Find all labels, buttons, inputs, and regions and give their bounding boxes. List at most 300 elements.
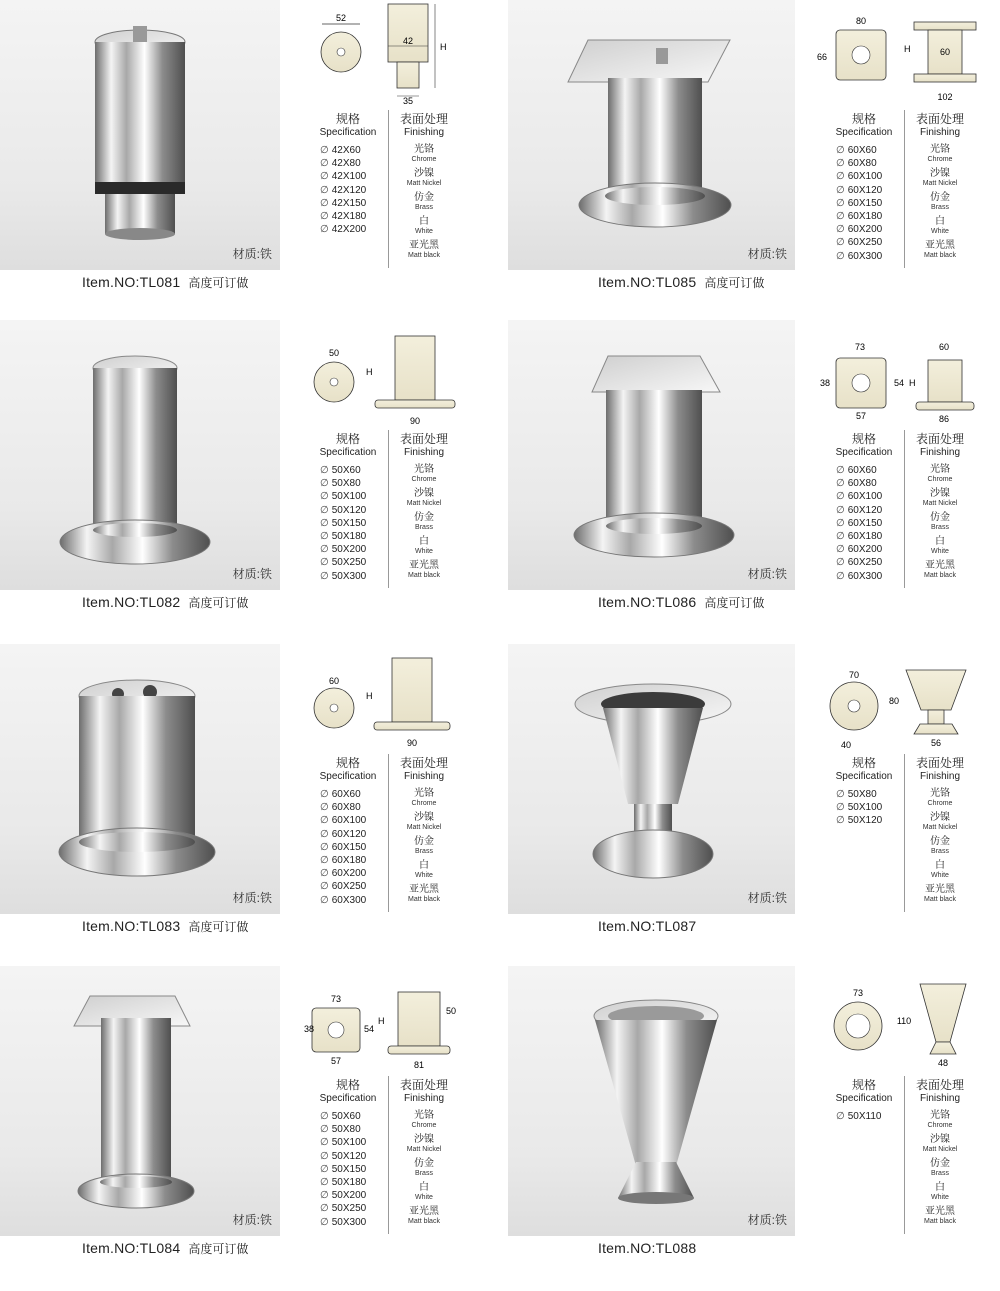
diameter-icon: ∅: [320, 478, 329, 490]
dim-h: H: [440, 42, 447, 52]
diameter-icon: ∅: [320, 1163, 329, 1175]
product-card-tl081: [0, 0, 500, 325]
product-photo: [0, 0, 280, 270]
specification-column: [824, 1076, 904, 1123]
spec-header-cn: 规格: [851, 756, 876, 770]
height-note: 高度可订做: [188, 1242, 249, 1256]
spec-header-en: Specification: [319, 1093, 377, 1104]
spec-item: [836, 517, 904, 530]
diameter-icon: ∅: [836, 210, 845, 222]
dim-c: 35: [402, 96, 414, 105]
diameter-icon: ∅: [836, 530, 845, 542]
diameter-icon: ∅: [836, 570, 845, 582]
spec-item: [836, 157, 904, 170]
spec-item: [836, 210, 904, 223]
spec-value: 60X200: [847, 224, 883, 236]
finish-name-cn: 光铬: [414, 464, 434, 475]
spec-value: 60X100: [847, 171, 883, 183]
spec-item: [836, 236, 904, 249]
diameter-icon: ∅: [836, 802, 845, 814]
height-note: 高度可订做: [704, 596, 765, 610]
product-card-tl086: [508, 320, 1000, 645]
spec-value: 50X120: [331, 504, 367, 516]
item-number: Item.NO:TL086: [598, 594, 697, 610]
finish-item: [905, 216, 975, 240]
item-caption: [598, 594, 764, 611]
finishing-column: [904, 110, 975, 268]
spec-list: [824, 1110, 904, 1123]
finish-name-en: Brass: [931, 204, 949, 211]
dim-h: H: [366, 691, 373, 701]
diameter-icon: ∅: [320, 171, 329, 183]
dim-h: H: [904, 44, 911, 54]
spec-header-cn: 规格: [335, 756, 360, 770]
spec-value: 60X60: [331, 789, 361, 800]
item-caption: [598, 274, 764, 291]
finish-name-cn: 亚光黑: [409, 240, 439, 251]
spec-item: [320, 504, 388, 517]
item-number: Item.NO:TL081: [82, 274, 181, 290]
material-label: 材质:铁: [747, 567, 787, 581]
finish-list: [905, 464, 975, 584]
spec-item: [320, 210, 388, 223]
diameter-icon: ∅: [320, 841, 329, 853]
finish-name-cn: 白: [419, 860, 429, 871]
diameter-icon: ∅: [320, 881, 329, 893]
spec-value: 50X80: [847, 789, 877, 800]
spec-value: 42X60: [331, 145, 361, 156]
spec-value: 50X200: [331, 1190, 367, 1202]
diameter-icon: ∅: [836, 491, 845, 503]
spec-item: [836, 477, 904, 490]
diameter-icon: ∅: [320, 1176, 329, 1188]
spec-item: [320, 801, 388, 814]
finish-item: [389, 168, 459, 192]
dim-h: H: [909, 378, 916, 388]
dim-d: 81: [413, 1060, 425, 1070]
finish-name-en: Matt black: [408, 1218, 440, 1225]
dim-a: 73: [852, 988, 864, 998]
spec-value: 42X150: [331, 197, 367, 209]
spec-item: [320, 1110, 388, 1123]
finish-item: [389, 144, 459, 168]
diameter-icon: ∅: [320, 491, 329, 503]
item-caption: [598, 918, 696, 934]
finish-item: [905, 536, 975, 560]
dim-d: 56: [930, 738, 942, 748]
spec-header-cn: 规格: [851, 1078, 876, 1092]
spec-value: 50X60: [331, 465, 361, 476]
dim-c: 110: [896, 1016, 912, 1026]
specification-column: [824, 754, 904, 828]
finishing-column: [388, 110, 459, 268]
diameter-icon: ∅: [320, 828, 329, 840]
spec-value: 60X100: [331, 815, 367, 827]
material-label: 材质:铁: [747, 891, 787, 905]
finish-name-en: Matt black: [924, 572, 956, 579]
dim-d: 102: [937, 92, 953, 102]
finish-item: [905, 512, 975, 536]
dimension-drawing: [816, 644, 986, 749]
spec-item: [836, 556, 904, 569]
spec-value: 42X200: [331, 224, 367, 236]
spec-list: [824, 464, 904, 583]
spec-value: 50X250: [331, 557, 367, 569]
diameter-icon: ∅: [320, 1203, 329, 1215]
finish-name-cn: 仿金: [930, 1158, 950, 1169]
dim-b: 38: [304, 1024, 315, 1034]
spec-list: [308, 464, 388, 583]
spec-value: 60X80: [847, 478, 877, 490]
finish-header-cn: 表面处理: [399, 432, 448, 446]
finish-item: [389, 192, 459, 216]
finish-name-en: Matt black: [924, 1218, 956, 1225]
finish-item: [905, 144, 975, 168]
product-card-tl083: [0, 644, 500, 969]
finish-name-cn: 沙镍: [414, 812, 434, 823]
spec-panel: [308, 430, 458, 590]
spec-value: 50X180: [331, 530, 367, 542]
spec-item: [836, 170, 904, 183]
diameter-icon: ∅: [836, 815, 845, 827]
diameter-icon: ∅: [836, 158, 845, 170]
finish-item: [905, 168, 975, 192]
finishing-column: [904, 430, 975, 588]
dimension-drawing: [300, 320, 470, 425]
finish-name-en: Chrome: [927, 476, 953, 483]
spec-item: [320, 1189, 388, 1202]
dim-b: 40: [840, 740, 852, 749]
spec-value: 50X80: [331, 1124, 361, 1136]
dimension-drawing: [816, 320, 986, 425]
finish-item: [905, 812, 975, 836]
finish-name-cn: 沙镍: [930, 812, 950, 823]
finish-name-en: Brass: [931, 524, 949, 531]
finish-name-en: White: [931, 1194, 949, 1201]
item-caption: [82, 1240, 248, 1257]
spec-item: [836, 504, 904, 517]
finish-header-en: Finishing: [919, 771, 961, 782]
dimension-drawing: [300, 0, 470, 105]
finish-name-cn: 白: [935, 536, 945, 547]
finish-name-cn: 仿金: [414, 192, 434, 203]
finish-list: [905, 144, 975, 264]
finish-item: [905, 464, 975, 488]
dimension-drawing: [300, 966, 470, 1071]
diameter-icon: ∅: [320, 894, 329, 906]
spec-list: [824, 788, 904, 828]
diameter-icon: ∅: [836, 250, 845, 262]
finish-name-en: White: [931, 872, 949, 879]
finish-name-cn: 沙镍: [930, 488, 950, 499]
spec-value: 50X200: [331, 544, 367, 556]
spec-panel: [824, 754, 974, 914]
diameter-icon: ∅: [320, 1150, 329, 1162]
item-number: Item.NO:TL084: [82, 1240, 181, 1256]
spec-item: [836, 144, 904, 157]
finish-header-en: Finishing: [403, 447, 445, 458]
finish-name-cn: 光铬: [930, 464, 950, 475]
spec-header-en: Specification: [319, 771, 377, 782]
finish-name-cn: 仿金: [930, 192, 950, 203]
spec-item: [836, 543, 904, 556]
finish-item: [905, 240, 975, 264]
diameter-icon: ∅: [320, 854, 329, 866]
spec-header-cn: 规格: [335, 432, 360, 446]
spec-header-en: Specification: [319, 127, 377, 138]
finish-name-cn: 光铬: [414, 1110, 434, 1121]
spec-item: [320, 170, 388, 183]
item-caption: [82, 918, 248, 935]
finish-item: [389, 560, 459, 584]
spec-value: 50X100: [847, 802, 883, 814]
leg-tl086-image: [508, 320, 795, 590]
spec-item: [320, 223, 388, 236]
spec-item: [320, 880, 388, 893]
product-card-tl084: [0, 966, 500, 1291]
spec-value: 42X120: [331, 184, 367, 196]
spec-value: 60X300: [331, 894, 367, 906]
spec-item: [320, 464, 388, 477]
spec-value: 60X80: [847, 158, 877, 170]
spec-value: 60X120: [847, 504, 883, 516]
finish-item: [905, 1110, 975, 1134]
dim-a: 73: [330, 994, 342, 1004]
finish-name-en: Brass: [931, 848, 949, 855]
finish-header-cn: 表面处理: [399, 112, 448, 126]
spec-value: 60X200: [847, 544, 883, 556]
finish-name-cn: 亚光黑: [409, 1206, 439, 1217]
diameter-icon: ∅: [320, 570, 329, 582]
product-photo: [508, 966, 795, 1236]
diameter-icon: ∅: [320, 1111, 329, 1122]
finish-name-en: Matt Nickel: [406, 500, 442, 507]
spec-panel: [308, 754, 458, 914]
spec-item: [320, 894, 388, 907]
item-number: Item.NO:TL083: [82, 918, 181, 934]
finish-name-en: Matt Nickel: [922, 1146, 958, 1153]
finish-name-en: Brass: [931, 1170, 949, 1177]
spec-item: [320, 570, 388, 583]
spec-value: 50X180: [331, 1176, 367, 1188]
dim-c: 90: [409, 416, 421, 425]
finish-name-en: Matt Nickel: [406, 824, 442, 831]
spec-item: [320, 828, 388, 841]
product-card-tl087: [508, 644, 1000, 969]
finish-item: [389, 512, 459, 536]
finish-header-en: Finishing: [919, 127, 961, 138]
dim-a: 80: [855, 16, 867, 26]
height-note: 高度可订做: [188, 276, 249, 290]
dim-e: 54: [364, 1024, 375, 1034]
finish-item: [389, 812, 459, 836]
finish-item: [905, 884, 975, 908]
spec-item: [320, 184, 388, 197]
diameter-icon: ∅: [836, 184, 845, 196]
finish-header-cn: 表面处理: [399, 756, 448, 770]
item-caption: [82, 594, 248, 611]
spec-panel: [308, 110, 458, 270]
height-note: 高度可订做: [704, 276, 765, 290]
diameter-icon: ∅: [320, 544, 329, 556]
dimension-drawing: [300, 644, 470, 749]
finish-name-en: Chrome: [411, 156, 437, 163]
finish-name-en: Chrome: [927, 1122, 953, 1129]
finish-header-cn: 表面处理: [915, 112, 964, 126]
finish-name-cn: 光铬: [930, 1110, 950, 1121]
finish-name-cn: 光铬: [930, 144, 950, 155]
spec-item: [836, 1110, 904, 1123]
finish-header-cn: 表面处理: [915, 756, 964, 770]
finish-name-en: Matt black: [408, 896, 440, 903]
spec-value: 60X250: [331, 881, 367, 893]
finish-name-en: White: [415, 872, 433, 879]
finish-name-en: Matt Nickel: [406, 180, 442, 187]
spec-value: 60X150: [331, 841, 367, 853]
diameter-icon: ∅: [320, 504, 329, 516]
spec-header-en: Specification: [835, 1093, 893, 1104]
diameter-icon: ∅: [836, 517, 845, 529]
spec-header-cn: 规格: [335, 112, 360, 126]
dim-b: 38: [819, 378, 831, 388]
finish-item: [389, 836, 459, 860]
spec-header-en: Specification: [835, 127, 893, 138]
dim-b: 42: [402, 36, 414, 46]
finish-name-cn: 亚光黑: [925, 884, 955, 895]
spec-item: [320, 517, 388, 530]
diameter-icon: ∅: [320, 557, 329, 569]
diameter-icon: ∅: [320, 802, 329, 814]
dim-a: 52: [335, 13, 347, 23]
spec-item: [836, 530, 904, 543]
finish-name-cn: 亚光黑: [925, 240, 955, 251]
finish-name-en: Chrome: [927, 156, 953, 163]
dim-a: 73: [854, 342, 866, 352]
finish-name-en: Matt black: [924, 896, 956, 903]
diameter-icon: ∅: [320, 224, 329, 236]
item-number: Item.NO:TL087: [598, 918, 697, 934]
spec-header-en: Specification: [835, 771, 893, 782]
spec-item: [836, 250, 904, 263]
finish-name-cn: 仿金: [930, 836, 950, 847]
spec-value: 42X100: [331, 171, 367, 183]
spec-item: [320, 144, 388, 157]
finish-name-en: White: [415, 228, 433, 235]
dim-f: 57: [330, 1056, 342, 1066]
height-note: 高度可订做: [188, 920, 249, 934]
finish-name-cn: 沙镍: [414, 1134, 434, 1145]
finish-name-en: Chrome: [411, 1122, 437, 1129]
finish-name-en: Matt black: [408, 572, 440, 579]
spec-header-en: Specification: [319, 447, 377, 458]
spec-value: 50X80: [331, 478, 361, 490]
finish-item: [389, 240, 459, 264]
spec-value: 50X120: [331, 1150, 367, 1162]
spec-item: [320, 1176, 388, 1189]
dim-d: 48: [937, 1058, 949, 1068]
spec-value: 50X300: [331, 1216, 367, 1228]
finish-name-en: White: [931, 548, 949, 555]
leg-tl087-image: [508, 644, 795, 914]
leg-tl083-image: [0, 644, 280, 914]
finish-name-cn: 白: [419, 536, 429, 547]
product-photo: [508, 320, 795, 590]
diameter-icon: ∅: [320, 789, 329, 800]
spec-value: 60X300: [847, 250, 883, 262]
spec-value: 60X150: [847, 197, 883, 209]
finish-name-cn: 光铬: [414, 788, 434, 799]
diameter-icon: ∅: [836, 237, 845, 249]
diameter-icon: ∅: [320, 184, 329, 196]
finish-name-en: Brass: [415, 204, 433, 211]
spec-value: 60X180: [847, 530, 883, 542]
finish-name-en: White: [415, 1194, 433, 1201]
diameter-icon: ∅: [320, 145, 329, 156]
finish-item: [905, 1182, 975, 1206]
item-caption: [82, 274, 248, 291]
diameter-icon: ∅: [320, 158, 329, 170]
spec-item: [320, 490, 388, 503]
finish-name-en: Chrome: [411, 800, 437, 807]
spec-item: [320, 1136, 388, 1149]
spec-header-en: Specification: [835, 447, 893, 458]
spec-value: 60X120: [847, 184, 883, 196]
finishing-column: [904, 1076, 975, 1234]
spec-value: 50X250: [331, 1203, 367, 1215]
finish-item: [389, 536, 459, 560]
spec-item: [320, 841, 388, 854]
spec-header-cn: 规格: [851, 112, 876, 126]
spec-item: [320, 867, 388, 880]
finish-item: [905, 1206, 975, 1230]
spec-value: 60X180: [847, 210, 883, 222]
spec-value: 60X120: [331, 828, 367, 840]
spec-value: 50X120: [847, 815, 883, 827]
finish-name-cn: 光铬: [930, 788, 950, 799]
finish-item: [905, 560, 975, 584]
product-photo: [0, 644, 280, 914]
item-caption: [598, 1240, 696, 1256]
spec-value: 60X250: [847, 237, 883, 249]
finish-header-en: Finishing: [919, 447, 961, 458]
finish-name-cn: 亚光黑: [925, 560, 955, 571]
finish-name-en: Matt Nickel: [922, 500, 958, 507]
finish-name-en: Brass: [415, 848, 433, 855]
product-photo: [0, 966, 280, 1236]
dimension-drawing: [816, 0, 986, 105]
finish-name-cn: 仿金: [930, 512, 950, 523]
item-number: Item.NO:TL085: [598, 274, 697, 290]
finish-item: [389, 1158, 459, 1182]
item-number: Item.NO:TL088: [598, 1240, 697, 1256]
finish-item: [389, 488, 459, 512]
spec-item: [320, 530, 388, 543]
material-label: 材质:铁: [747, 1213, 787, 1227]
finish-item: [389, 860, 459, 884]
spec-value: 60X100: [847, 491, 883, 503]
finish-name-cn: 亚光黑: [409, 884, 439, 895]
finish-header-en: Finishing: [403, 127, 445, 138]
material-label: 材质:铁: [232, 1213, 272, 1227]
finish-header-cn: 表面处理: [399, 1078, 448, 1092]
diameter-icon: ∅: [836, 478, 845, 490]
finish-list: [389, 144, 459, 264]
diameter-icon: ∅: [320, 815, 329, 827]
spec-list: [308, 144, 388, 236]
spec-item: [320, 477, 388, 490]
finish-item: [389, 1182, 459, 1206]
finish-name-en: Chrome: [411, 476, 437, 483]
